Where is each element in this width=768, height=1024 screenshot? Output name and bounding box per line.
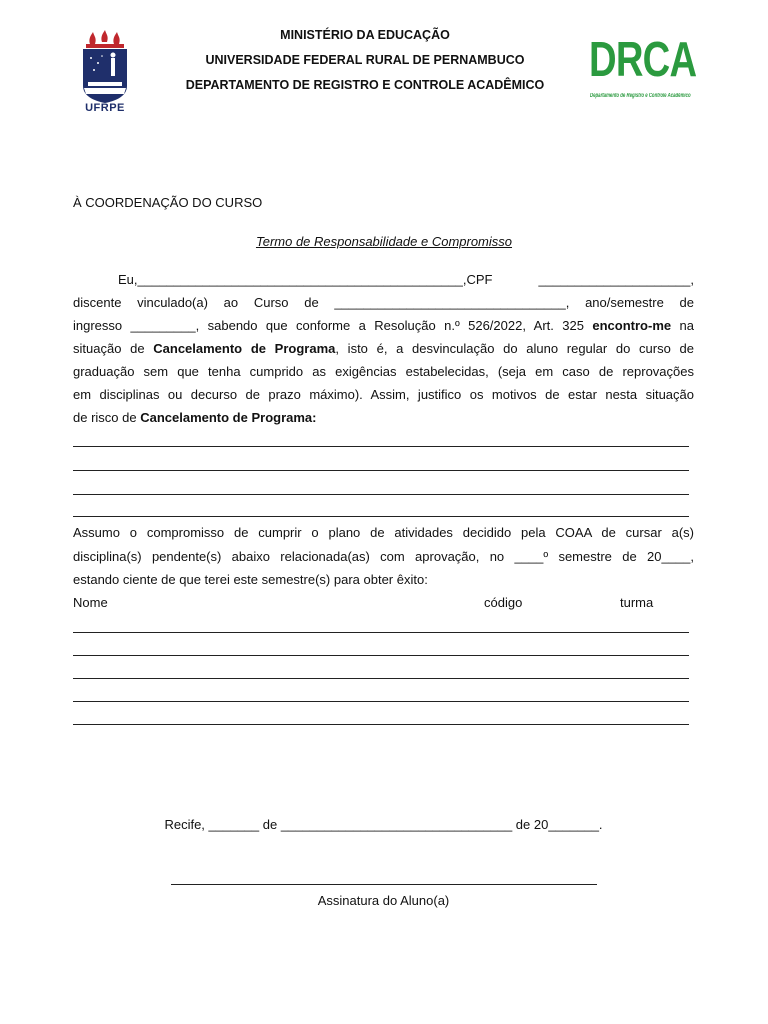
course-line-4 <box>73 701 689 702</box>
p1-bold-cancelamento-2: Cancelamento de Programa: <box>140 410 317 425</box>
course-line-2 <box>73 655 689 656</box>
p1-line-3 <box>73 314 694 337</box>
justification-line-1 <box>73 446 689 447</box>
justification-line-2 <box>73 470 689 471</box>
p1-line-6: em disciplinas ou decurso de prazo máximo). Assim, justifico os motivos de estar nesta situação <box>73 387 694 402</box>
p1-bold-cancelamento: Cancelamento de Programa <box>153 341 336 356</box>
ufrpe-logo-text: UFRPE <box>85 102 125 114</box>
header-ministry: MINISTÉRIO DA EDUCAÇÃO <box>280 28 450 42</box>
column-header-nome: Nome <box>73 595 108 610</box>
course-line-5 <box>73 724 689 725</box>
p2-line-2: disciplina(s) pendente(s) abaixo relacionada(as) com aprovação, no ____º semestre de 20____, <box>73 549 694 564</box>
p1-line-7-text: de risco de <box>73 410 141 425</box>
header-university: UNIVERSIDADE FEDERAL RURAL DE PERNAMBUCO <box>205 53 525 67</box>
justification-line-4 <box>73 516 689 517</box>
p1-line-7 <box>73 406 694 429</box>
document-title: Termo de Responsabilidade e Compromisso <box>255 234 513 249</box>
justification-line-3 <box>73 494 689 495</box>
header-department: DEPARTAMENTO DE REGISTRO E CONTROLE ACADÊMICO <box>185 78 545 92</box>
column-header-codigo: código <box>484 595 523 610</box>
course-line-1 <box>73 632 689 633</box>
p1-line-4 <box>73 337 694 360</box>
p1-line-3-text: ingresso _________, sabendo que conforme a Resolução n.º 526/2022, Art. 325 <box>73 318 593 333</box>
p1-line-4-text: situação de <box>73 341 154 356</box>
drca-logo-subtitle: Departamento de Registro e Controle Acadêmico <box>590 93 691 99</box>
p1-line-3-end: na <box>671 318 694 333</box>
signature-label: Assinatura do Aluno(a) <box>317 893 450 908</box>
p1-line-5: graduação sem que tenha cumprido as exigências estabelecidas, (seja em caso de reprovações <box>73 364 694 379</box>
column-header-turma: turma <box>620 595 654 610</box>
p2-line-1: Assumo o compromisso de cumprir o plano de atividades decidido pela COAA de cursar a(s) <box>73 525 694 540</box>
course-line-3 <box>73 678 689 679</box>
p1-bold-encontro: encontro-me <box>592 318 672 333</box>
p2-line-3: estando ciente de que terei este semestre(s) para obter êxito: <box>73 572 428 587</box>
drca-logo: DRCA <box>589 33 697 87</box>
p1-line-2: discente vinculado(a) ao Curso de ________________________________, ano/semestre de <box>73 295 694 310</box>
p1-line-4-end: , isto é, a desvinculação do aluno regular do curso de <box>335 341 694 356</box>
date-line: Recife, _______ de ________________________________ de 20_______. <box>164 817 603 832</box>
signature-line <box>171 884 597 885</box>
p1-line-1: Eu,_____________________________________________,CPF _____________________, <box>118 272 694 287</box>
addressee: À COORDENAÇÃO DO CURSO <box>73 195 263 210</box>
